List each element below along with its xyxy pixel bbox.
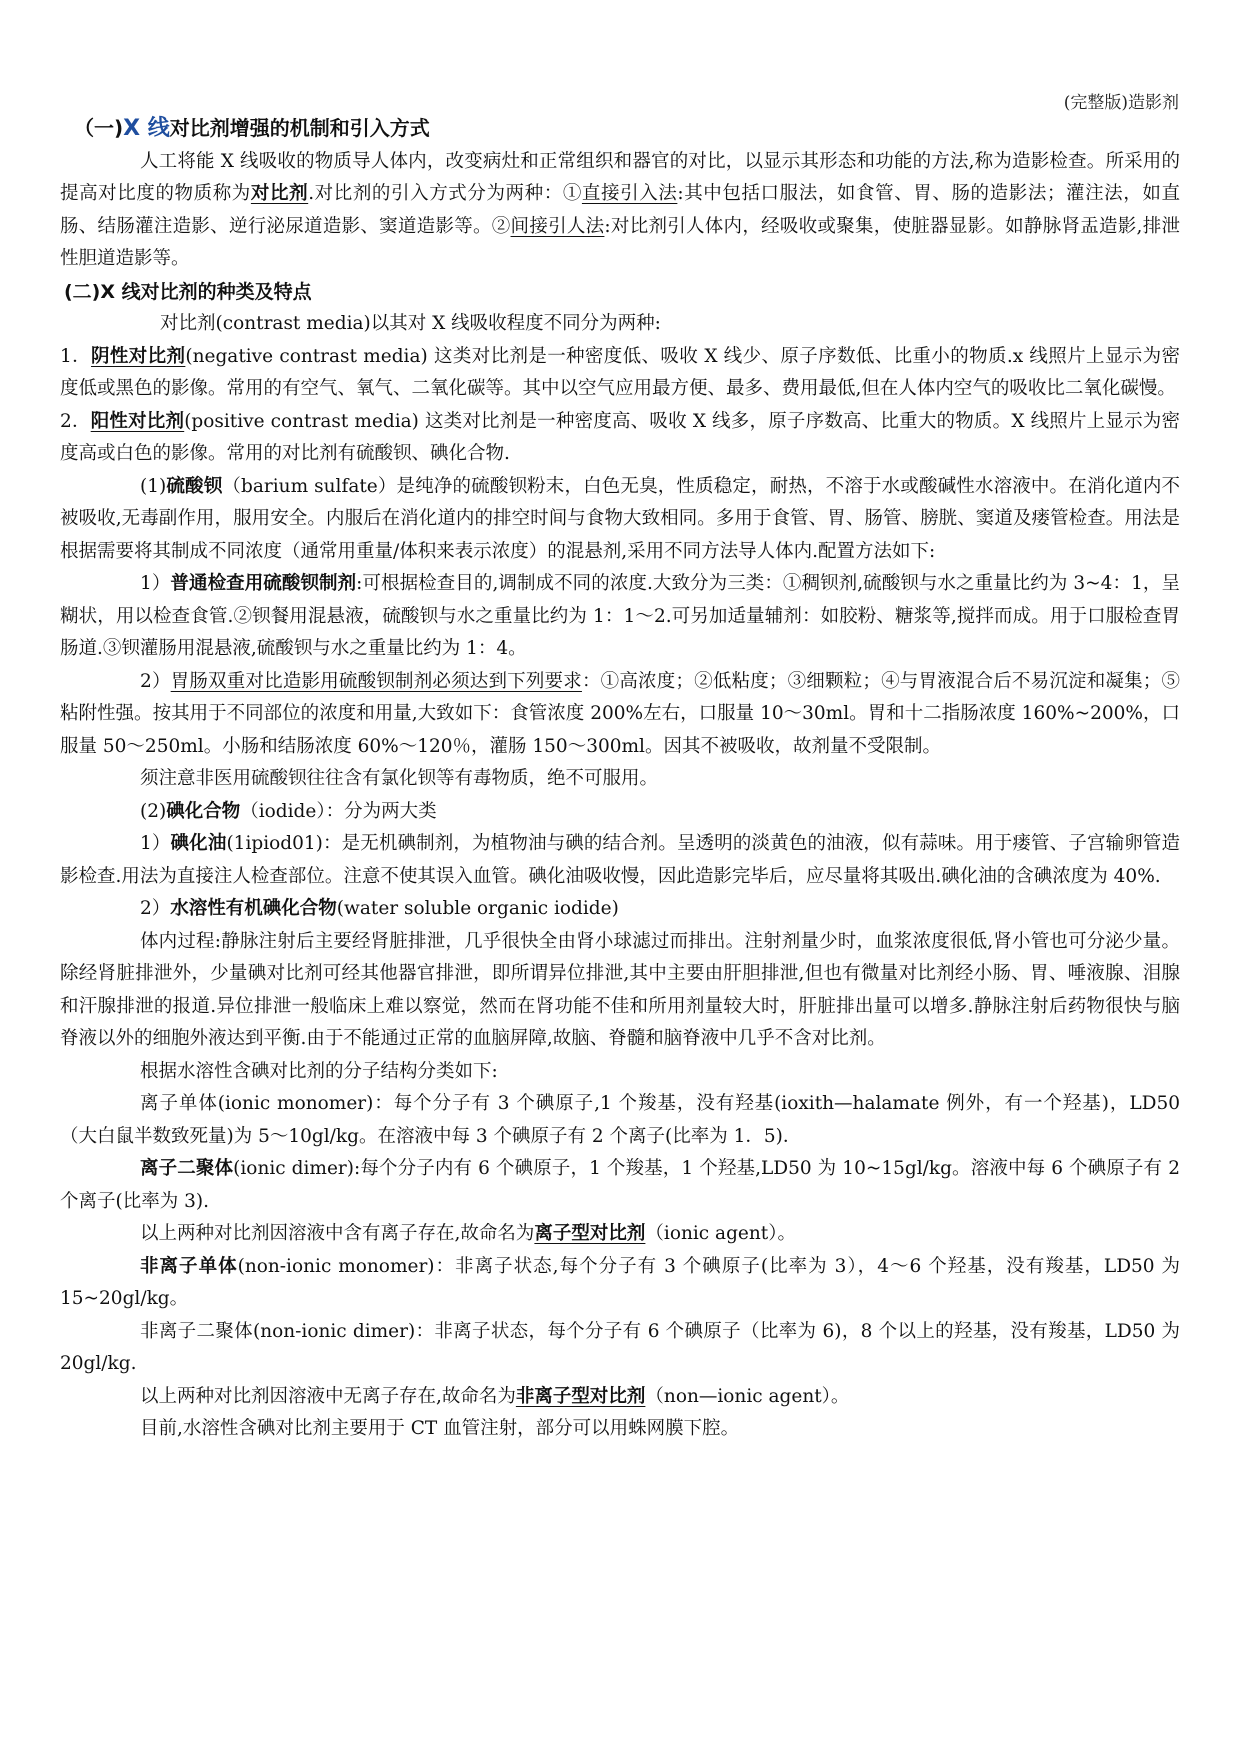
term-ionic-dimer: 离子二聚体 — [140, 1158, 234, 1179]
text-run: 以上两种对比剂因溶液中无离子存在,故命名为 — [140, 1385, 516, 1407]
text-run: （iodide）：分为两大类 — [240, 800, 437, 822]
section-2-intro: 对比剂(contrast media)以其对 X 线吸收程度不同分为两种: — [160, 313, 661, 334]
term-barium-general: 普通检查用硫酸钡制剂 — [170, 573, 357, 594]
text-run: (positive contrast media) 这类对比剂是一种密度高、吸收 X 线多，原子序数高、比重大的物质。X 线照片上显示为密度高或白色的影像。常用的对比剂有硫酸钡、碘化合物. — [60, 410, 1180, 464]
list-number: 1） — [140, 833, 171, 854]
text-run: 以上两种对比剂因溶液中含有离子存在,故命名为 — [140, 1223, 535, 1244]
term-water-soluble: 水溶性有机碘化合物 — [170, 898, 337, 919]
text-run: （ionic agent）。 — [645, 1223, 796, 1244]
nonionic-monomer-paragraph — [60, 1251, 1180, 1316]
text-run: （non—ionic agent）。 — [645, 1385, 850, 1407]
term-direct-method: 直接引入法 — [581, 183, 678, 204]
section-1-title-rest: 对比剂增强的机制和引入方式 — [169, 116, 430, 140]
water-soluble-heading — [60, 893, 1180, 926]
list-number: 2） — [140, 898, 171, 919]
classification-intro: 根据水溶性含碘对比剂的分子结构分类如下: — [140, 1060, 498, 1082]
section-2-title: (二)X 线对比剂的种类及特点 — [64, 280, 312, 303]
term-iodized-oil: 碘化油 — [170, 833, 227, 854]
list-number: 1． — [60, 345, 92, 367]
term-double-contrast: 胃肠双重对比造影用硫酸钡制剂必须达到下列要求 — [170, 670, 582, 692]
text-run: :对比剂引人体内，经吸收或聚集，使脏器显影。如静脉肾盂造影,排泄性胆道造影等。 — [60, 215, 1180, 269]
text-run: (non-ionic monomer)：非离子状态,每个分子有 3 个碘原子(比率为 3），4～6 个羟基，没有羧基，LD50 为 15~20gl/kg。 — [60, 1255, 1180, 1309]
text-run: (water soluble organic iodide) — [336, 898, 619, 919]
body-process-paragraph: 体内过程:静脉注射后主要经肾脏排泄，几乎很快全由肾小球滤过而排出。注射剂量少时，血浆浓度很低,肾小管也可分泌少量。除经肾脏排泄外，少量碘对比剂可经其他器官排泄，即所谓异位排泄,其中主要由肝胆排泄,但也有微量对比剂经小肠、胃、唾液腺、泪腺和汗腺排泄的报道.异位排泄一般临床上难以察觉，然而在肾功能不佳和所用剂量较大时，肝脏排出量可以增多.静脉注射后药物很快与脑脊液以外的细胞外液达到平衡.由于不能通过正常的血脑屏障,故脑、脊髓和脑脊液中几乎不含对比剂。 — [60, 930, 1180, 1049]
term-contrast-agent: 对比剂 — [250, 183, 309, 204]
barium-warning: 须注意非医用硫酸钡往往含有氯化钡等有毒物质，绝不可服用。 — [140, 768, 659, 789]
barium-double-contrast-paragraph — [60, 666, 1180, 764]
term-ionic-agent: 离子型对比剂 — [534, 1223, 646, 1244]
text-run: :可根据检查目的,调制成不同的浓度.大致分为三类：①稠钡剂,硫酸钡与水之重量比约为 3~4：1，呈糊状，用以检查食管.②钡餐用混悬液，硫酸钡与水之重量比约为 1：1～2.可另加适量辅剂：如胶粉、糖浆等,搅拌而成。用于口服检查胃肠道.③钡灌肠用混悬液,硫酸钡与水之重量比约为 1：4。 — [60, 573, 1180, 659]
list-number: 2． — [60, 410, 91, 432]
text-run: ：①高浓度；②低粘度；③细颗粒；④与胃液混合后不易沉淀和凝集；⑤粘附性强。按其用于不同部位的浓度和用量,大致如下：食管浓度 200%左右，口服量 10～30ml。胃和十二指肠浓度 160%~200%，口服量 50～250ml。小肠和结肠浓度 60%～120％，灌肠 150～300ml。因其不被吸收，故剂量不受限制。 — [60, 670, 1180, 757]
document-header: (完整版)造影剂 — [1063, 93, 1179, 113]
text-run: :其中包括口服法，如食管、胃、肠的造影法；灌注法，如直肠、结肠灌注造影、逆行泌尿道造影、窦道造影等。② — [60, 183, 1180, 237]
list-number: 1） — [140, 573, 171, 594]
term-nonionic-agent: 非离子型对比剂 — [515, 1385, 646, 1407]
current-usage-paragraph: 目前,水溶性含碘对比剂主要用于 CT 血管注射，部分可以用蛛网膜下腔。 — [140, 1418, 740, 1439]
iodide-paragraph — [60, 796, 1180, 829]
list-number: (1) — [140, 475, 167, 497]
section-1-title — [60, 112, 1180, 146]
barium-general-paragraph — [60, 568, 1180, 666]
document-body — [60, 0, 1180, 1446]
ionic-dimer-paragraph — [60, 1153, 1180, 1218]
text-run: (ionic dimer):每个分子内有 6 个碘原子，1 个羧基，1 个羟基,LD50 为 10~15gl/kg。溶液中每 6 个碘原子有 2 个离子(比率为 3). — [60, 1158, 1180, 1212]
term-barium-sulfate: 硫酸钡 — [166, 475, 223, 497]
list-number: 2） — [140, 670, 171, 692]
ionic-monomer-paragraph: 离子单体(ionic monomer)：每个分子有 3 个碘原子,1 个羧基，没有羟基(ioxith—halamate 例外，有一个羟基)，LD50（大白鼠半数致死量)为 5～10gl/kg。在溶液中每 3 个碘原子有 2 个离子(比率为 1．5)． — [60, 1093, 1180, 1147]
section-1-xray: X 线 — [123, 116, 170, 141]
list-number: (2) — [140, 800, 167, 822]
text-run: 人工将能 X 线吸收的物质导人体内，改变病灶和正常组织和器官的对比，以显示其形态和功能的方法,称为造影检查。所采用的提高对比度的物质称为 — [60, 150, 1180, 204]
text-run: (negative contrast media) 这类对比剂是一种密度低、吸收 X 线少、原子序数低、比重小的物质.x 线照片上显示为密度低或黑色的影像。常用的有空气、氧气、二氧化碳等。其中以空气应用最方便、最多、费用最低,但在人体内空气的吸收比二氧化碳慢。 — [60, 345, 1180, 399]
section-1-prefix: （一) — [74, 116, 124, 140]
text-run: （barium sulfate）是纯净的硫酸钡粉末，白色无臭，性质稳定，耐热，不溶于水或酸碱性水溶液中。在消化道内不被吸收,无毒副作用，服用安全。内服后在消化道内的排空时间与食物大致相同。多用于食管、胃、肠管、膀胱、窦道及瘘管检查。用法是根据需要将其制成不同浓度（通常用重量/体积来表示浓度）的混悬剂,采用不同方法导人体内.配置方法如下: — [60, 475, 1180, 562]
section-1-paragraph — [60, 146, 1180, 276]
term-negative-contrast: 阴性对比剂 — [91, 345, 186, 367]
term-iodide: 碘化合物 — [166, 800, 241, 822]
term-nonionic-monomer: 非离子单体 — [140, 1255, 238, 1277]
text-run: .对比剂的引入方式分为两种：① — [308, 183, 582, 204]
nonionic-agent-paragraph — [60, 1381, 1180, 1414]
barium-sulfate-paragraph — [60, 471, 1180, 569]
text-run: (1ipiod01)：是无机碘制剂，为植物油与碘的结合剂。呈透明的淡黄色的油液，似有蒜味。用于瘘管、子宫输卵管造影检查.用法为直接注人检查部位。注意不使其误入血管。碘化油吸收慢，因此造影完毕后，应尽量将其吸出.碘化油的含碘浓度为 40%. — [60, 833, 1180, 887]
term-indirect-method: 间接引人法 — [510, 215, 605, 237]
nonionic-dimer-paragraph: 非离子二聚体(non-ionic dimer)：非离子状态，每个分子有 6 个碘原子（比率为 6)，8 个以上的羟基，没有羧基，LD50 为 20gl/kg. — [60, 1320, 1180, 1374]
ionic-agent-paragraph — [60, 1218, 1180, 1251]
iodized-oil-paragraph — [60, 828, 1180, 893]
negative-contrast-paragraph — [60, 341, 1180, 406]
positive-contrast-paragraph — [60, 406, 1180, 471]
term-positive-contrast: 阳性对比剂 — [90, 410, 185, 432]
